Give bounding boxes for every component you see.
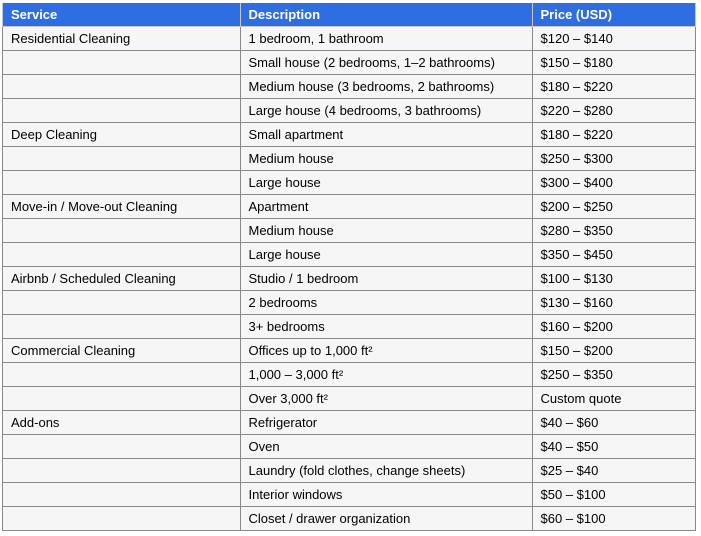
description-cell: Large house (240, 171, 532, 195)
service-cell: Deep Cleaning (3, 123, 241, 147)
table-row (3, 339, 696, 363)
header-description: Description (240, 3, 532, 27)
header-row (3, 3, 696, 27)
description-cell: 2 bedrooms (240, 291, 532, 315)
service-cell (3, 315, 241, 339)
table-row (3, 99, 696, 123)
table-row (3, 219, 696, 243)
description-cell: Offices up to 1,000 ft² (240, 339, 532, 363)
table-header (3, 3, 696, 27)
price-cell: $60 – $100 (532, 507, 696, 531)
description-cell: Closet / drawer organization (240, 507, 532, 531)
header-service: Service (3, 3, 241, 27)
price-cell: $40 – $50 (532, 435, 696, 459)
service-cell: Move-in / Move-out Cleaning (3, 195, 241, 219)
service-cell (3, 243, 241, 267)
service-cell (3, 363, 241, 387)
table-row (3, 483, 696, 507)
description-cell: Laundry (fold clothes, change sheets) (240, 459, 532, 483)
table-row (3, 411, 696, 435)
service-cell (3, 483, 241, 507)
description-cell: Large house (4 bedrooms, 3 bathrooms) (240, 99, 532, 123)
service-cell: Add-ons (3, 411, 241, 435)
price-cell: $300 – $400 (532, 171, 696, 195)
price-cell: $150 – $180 (532, 51, 696, 75)
price-cell: $250 – $350 (532, 363, 696, 387)
table-row (3, 315, 696, 339)
price-cell: $160 – $200 (532, 315, 696, 339)
service-cell: Commercial Cleaning (3, 339, 241, 363)
description-cell: Refrigerator (240, 411, 532, 435)
table-row (3, 195, 696, 219)
price-cell: $150 – $200 (532, 339, 696, 363)
price-cell: $180 – $220 (532, 75, 696, 99)
price-cell: $220 – $280 (532, 99, 696, 123)
price-cell: $200 – $250 (532, 195, 696, 219)
description-cell: Small apartment (240, 123, 532, 147)
price-cell: $120 – $140 (532, 27, 696, 51)
service-cell (3, 147, 241, 171)
table-row (3, 243, 696, 267)
price-cell: $40 – $60 (532, 411, 696, 435)
table-row (3, 363, 696, 387)
table-row (3, 387, 696, 411)
description-cell: Medium house (3 bedrooms, 2 bathrooms) (240, 75, 532, 99)
table-row (3, 27, 696, 51)
header-price: Price (USD) (532, 3, 696, 27)
description-cell: 3+ bedrooms (240, 315, 532, 339)
service-cell (3, 219, 241, 243)
price-cell: $250 – $300 (532, 147, 696, 171)
description-cell: 1,000 – 3,000 ft² (240, 363, 532, 387)
price-cell: $280 – $350 (532, 219, 696, 243)
table-row (3, 75, 696, 99)
service-cell: Airbnb / Scheduled Cleaning (3, 267, 241, 291)
price-cell: Custom quote (532, 387, 696, 411)
service-cell (3, 435, 241, 459)
table-row (3, 147, 696, 171)
description-cell: Interior windows (240, 483, 532, 507)
price-cell: $130 – $160 (532, 291, 696, 315)
table-row (3, 507, 696, 531)
table-row (3, 291, 696, 315)
service-cell (3, 51, 241, 75)
description-cell: Over 3,000 ft² (240, 387, 532, 411)
price-cell: $100 – $130 (532, 267, 696, 291)
description-cell: 1 bedroom, 1 bathroom (240, 27, 532, 51)
description-cell: Large house (240, 243, 532, 267)
description-cell: Oven (240, 435, 532, 459)
price-cell: $50 – $100 (532, 483, 696, 507)
description-cell: Small house (2 bedrooms, 1–2 bathrooms) (240, 51, 532, 75)
service-cell (3, 291, 241, 315)
description-cell: Medium house (240, 147, 532, 171)
table-row (3, 171, 696, 195)
service-cell (3, 459, 241, 483)
description-cell: Studio / 1 bedroom (240, 267, 532, 291)
table-row (3, 267, 696, 291)
service-cell (3, 507, 241, 531)
table-body (3, 27, 696, 531)
service-cell (3, 99, 241, 123)
service-cell (3, 387, 241, 411)
price-cell: $350 – $450 (532, 243, 696, 267)
table-row (3, 123, 696, 147)
table-row (3, 435, 696, 459)
table-row (3, 51, 696, 75)
price-cell: $25 – $40 (532, 459, 696, 483)
price-cell: $180 – $220 (532, 123, 696, 147)
description-cell: Apartment (240, 195, 532, 219)
service-cell (3, 75, 241, 99)
service-cell (3, 171, 241, 195)
service-cell: Residential Cleaning (3, 27, 241, 51)
pricing-table (2, 3, 696, 531)
description-cell: Medium house (240, 219, 532, 243)
table-row (3, 459, 696, 483)
